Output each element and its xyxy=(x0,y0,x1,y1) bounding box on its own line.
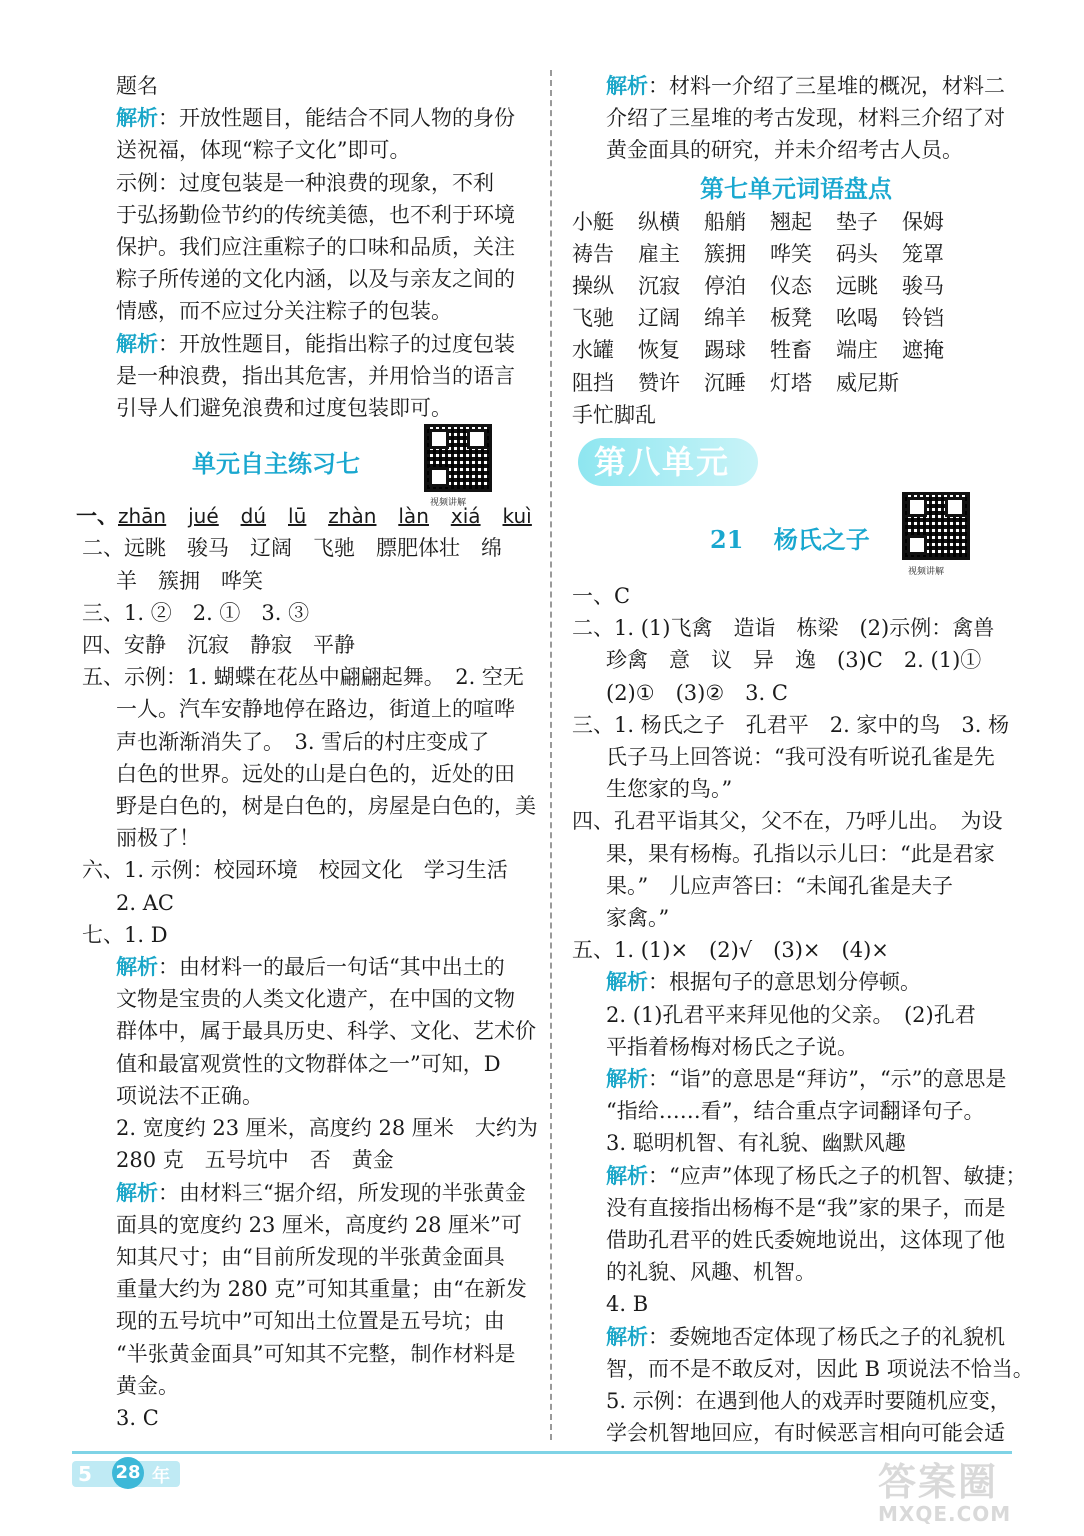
text-line xyxy=(572,773,1020,805)
text-line xyxy=(82,328,530,360)
line-text: 珍禽 意 议 异 逸 (3)C 2. (1)① xyxy=(606,648,982,673)
text-line xyxy=(572,741,1020,773)
text-line xyxy=(572,1385,1020,1417)
text-line xyxy=(82,1402,530,1434)
vocab-word: 船艄 xyxy=(704,209,746,234)
line-text: 黄金面具的研究，并未介绍考古人员。 xyxy=(606,138,963,163)
text-line xyxy=(82,532,530,564)
qr-caption: 视频讲解 xyxy=(430,498,467,509)
analysis-label: 解析 xyxy=(606,1163,648,1188)
unit-banner: 第八单元 xyxy=(578,438,758,486)
line-text: 3. 聪明机智、有礼貌、幽默风趣 xyxy=(606,1131,906,1156)
text-line xyxy=(82,70,530,102)
text-line xyxy=(82,629,530,661)
line-text: 氏子马上回答说：“我可没有听说孔雀是先 xyxy=(606,745,995,770)
lesson-title xyxy=(710,520,870,555)
text-line xyxy=(82,1177,530,1209)
analysis-label: 解析 xyxy=(116,106,158,131)
lesson-name: 杨氏之子 xyxy=(773,526,870,554)
vocab-word: 码头 xyxy=(836,241,878,266)
line-text: 文物是宝贵的人类文化遗产，在中国的文物 xyxy=(116,987,515,1012)
line-text: 是一种浪费，指出其危害，并用恰当的语言 xyxy=(116,363,515,388)
line-text: 生您家的鸟。” xyxy=(606,777,733,802)
text-line xyxy=(82,822,530,854)
vocab-word: 翘起 xyxy=(770,209,812,234)
vocab-word: 小艇 xyxy=(572,209,614,234)
vocab-word: 哗笑 xyxy=(770,241,812,266)
line-text: 4. B xyxy=(606,1292,649,1317)
line-text: “指给……看”，结合重点字词翻译句子。 xyxy=(606,1099,985,1124)
text-line xyxy=(82,597,530,629)
analysis-label: 解析 xyxy=(606,74,648,98)
text-line xyxy=(82,790,536,822)
text-line xyxy=(82,951,530,983)
line-text: 家禽。” xyxy=(606,906,670,931)
text-line xyxy=(82,231,530,263)
analysis-label: 解析 xyxy=(116,955,158,980)
watermark-text: 答案圈 xyxy=(878,1460,999,1504)
text-line xyxy=(572,1417,1020,1449)
line-text: 声也渐渐消失了。 3. 雪后的村庄变成了 xyxy=(116,729,490,754)
analysis-label: 解析 xyxy=(116,331,158,356)
text-line xyxy=(572,1031,1020,1063)
column-divider xyxy=(550,70,552,1440)
line-text: 六、1. 示例：校园环境 校园文化 学习生活 xyxy=(82,858,508,883)
text-line xyxy=(82,661,530,693)
section-title: 单元自主练习七 xyxy=(192,450,360,479)
text-line xyxy=(82,758,530,790)
left-bottom-lines xyxy=(82,532,538,1434)
line-text: 面具的宽度约 23 厘米，高度约 28 厘米”可 xyxy=(116,1212,522,1237)
line-text: 野是白色的，树是白色的，房屋是白色的，美 xyxy=(116,794,536,819)
text-line xyxy=(572,612,1020,644)
line-text: 二、1. (1)飞禽 造诣 栋梁 (2)示例：禽兽 xyxy=(572,616,995,641)
line-text: 没有直接指出杨梅不是“我”家的果子，而是 xyxy=(606,1195,1006,1220)
line-text: ：材料一介绍了三星堆的概况，材料二 xyxy=(648,74,1005,98)
line-text: 2. AC xyxy=(116,890,174,915)
left-top-lines xyxy=(82,70,530,424)
text-line xyxy=(82,854,530,886)
pinyin-item: lū xyxy=(288,504,307,529)
line-text: ：“诣”的意思是“拜访”，“示”的意思是 xyxy=(648,1067,1007,1092)
line-text: 果。” 儿应声答曰：“未闻孔雀是夫子 xyxy=(606,873,953,898)
line-text: 群体中，属于最具历史、科学、文化、艺术价 xyxy=(116,1019,536,1044)
watermark-url: MXQE.COM xyxy=(878,1502,1012,1526)
vocab-word: 纵横 xyxy=(638,209,680,234)
text-line xyxy=(82,1241,530,1273)
text-line xyxy=(82,1273,530,1305)
vocab-word: 沉寂 xyxy=(638,274,680,299)
line-text: 于弘扬勤俭节约的传统美德，也不利于环境 xyxy=(116,202,515,227)
text-line xyxy=(82,1080,530,1112)
vocab-word: 雇主 xyxy=(638,241,680,266)
text-line xyxy=(572,580,1020,612)
text-line xyxy=(572,102,1020,134)
text-line xyxy=(82,1209,530,1241)
vocab-word: 铃铛 xyxy=(902,306,944,331)
line-text: 四、安静 沉寂 静寂 平静 xyxy=(82,633,355,658)
pinyin-item: zhàn xyxy=(328,504,377,529)
vocab-word: 停泊 xyxy=(704,274,746,299)
text-line xyxy=(572,1256,1020,1288)
text-line xyxy=(572,1160,1027,1192)
text-line xyxy=(82,360,530,392)
line-text: 三、1. ② 2. ① 3. ③ xyxy=(82,600,310,625)
vocab-word: 仪态 xyxy=(770,274,812,299)
vocab-word: 祷告 xyxy=(572,241,614,266)
line-text: 介绍了三星堆的考古发现，材料三介绍了对 xyxy=(606,106,1005,131)
line-text: “半张黄金面具”可知其不完整，制作材料是 xyxy=(116,1341,516,1366)
line-text: 丽极了！ xyxy=(116,826,200,851)
section-header xyxy=(82,424,530,509)
vocab-word: 绵羊 xyxy=(704,306,746,331)
text-line xyxy=(82,1370,530,1402)
vocab-word: 飞驰 xyxy=(572,306,614,331)
vocab-grid xyxy=(572,206,1020,399)
text-line xyxy=(82,102,530,134)
line-text: 280 克 五号坑中 否 黄金 xyxy=(116,1148,394,1173)
pinyin-label: 一、 xyxy=(76,503,118,529)
text-line xyxy=(572,1127,1020,1159)
line-text: ：开放性题目，能指出粽子的过度包装 xyxy=(158,331,515,356)
line-text: ：开放性题目，能结合不同人物的身份 xyxy=(158,106,515,131)
page-number-badge xyxy=(72,1461,180,1487)
line-text: 题名 xyxy=(116,74,158,98)
text-line xyxy=(82,1144,530,1176)
text-line xyxy=(572,1321,1020,1353)
text-line xyxy=(572,644,1020,676)
text-line xyxy=(572,1353,1034,1385)
text-line xyxy=(82,263,530,295)
qr-code-icon[interactable] xyxy=(424,424,492,492)
text-line xyxy=(82,1015,536,1047)
line-text: ：委婉地否定体现了杨氏之子的礼貌机 xyxy=(648,1324,1005,1349)
line-text: 3. C xyxy=(116,1405,159,1430)
vocab-word: 笼罩 xyxy=(902,241,944,266)
vocab-word: 遮掩 xyxy=(902,338,944,363)
vocab-word: 阻挡 xyxy=(572,370,614,395)
line-text: 三、1. 杨氏之子 孔君平 2. 家中的鸟 3. 杨 xyxy=(572,712,1010,737)
line-text: 5. 示例：在遇到他人的戏弄时要随机应变， xyxy=(606,1389,1011,1414)
right-column xyxy=(572,70,1020,431)
text-line xyxy=(572,709,1020,741)
vocab-word: 沉睡 xyxy=(704,370,746,395)
text-line xyxy=(572,70,1020,102)
page-right-glyph: 年 xyxy=(152,1466,170,1487)
vocab-last: 手忙脚乱 xyxy=(572,402,656,427)
text-line xyxy=(82,392,530,424)
text-line xyxy=(82,167,530,199)
pinyin-item: làn xyxy=(398,504,429,529)
vocab-word: 踢球 xyxy=(704,338,746,363)
text-line xyxy=(572,1192,1020,1224)
line-text: 七、1. D xyxy=(82,922,168,947)
line-text: 引导人们避免浪费和过度包装即可。 xyxy=(116,396,452,421)
text-line xyxy=(572,805,1020,837)
qr-code-icon[interactable] xyxy=(902,492,970,560)
page-number: 28 xyxy=(112,1457,144,1489)
vocab-title: 第七单元词语盘点 xyxy=(700,174,892,203)
analysis-label: 解析 xyxy=(606,970,648,995)
text-line xyxy=(82,1112,538,1144)
vocab-word: 簇拥 xyxy=(704,241,746,266)
line-text: ：“应声”体现了杨氏之子的机智、敏捷； xyxy=(648,1163,1027,1188)
vocab-word: 威尼斯 xyxy=(836,370,899,395)
text-line xyxy=(82,919,530,951)
text-line xyxy=(82,693,530,725)
line-text: 项说法不正确。 xyxy=(116,1083,263,1108)
line-text: 2. 宽度约 23 厘米，高度约 28 厘米 大约为 xyxy=(116,1116,538,1141)
text-line xyxy=(82,565,530,597)
line-text: 示例：过度包装是一种浪费的现象，不利 xyxy=(116,170,494,195)
line-text: 五、示例：1. 蝴蝶在花丛中翩翩起舞。 2. 空无 xyxy=(82,665,524,690)
text-line xyxy=(82,199,530,231)
analysis-label: 解析 xyxy=(606,1324,648,1349)
vocab-word: 骏马 xyxy=(902,274,944,299)
text-line xyxy=(572,838,1020,870)
line-text: 情感，而不应过分关注粽子的包装。 xyxy=(116,299,452,324)
left-column xyxy=(76,70,538,1434)
vocab-word: 赞许 xyxy=(638,370,680,395)
text-line xyxy=(82,295,530,327)
line-text: 一人。汽车安静地停在路边，街道上的喧哗 xyxy=(116,697,515,722)
lesson-number: 21 xyxy=(710,525,744,554)
text-line xyxy=(572,1095,1020,1127)
text-line xyxy=(572,1288,1020,1320)
line-text: 五、1. (1)× (2)√ (3)× (4)× xyxy=(572,938,889,963)
line-text: 保护。我们应注重粽子的口味和品质，关注 xyxy=(116,235,515,260)
line-text: 粽子所传递的文化内涵，以及与亲友之间的 xyxy=(116,267,515,292)
text-line xyxy=(82,983,530,1015)
line-text: ：由材料一的最后一句话“其中出土的 xyxy=(158,955,505,980)
text-line xyxy=(82,1305,530,1337)
vocab-word: 牲畜 xyxy=(770,338,812,363)
line-text: 2. (1)孔君平来拜见他的父亲。 (2)孔君 xyxy=(606,1002,976,1027)
qr-caption: 视频讲解 xyxy=(908,567,945,577)
line-text: 果，果有杨梅。孔指以示儿曰：“此是君家 xyxy=(606,841,995,866)
analysis-label: 解析 xyxy=(116,1180,158,1205)
right-top-lines xyxy=(572,70,1020,167)
text-line xyxy=(572,1224,1020,1256)
vocab-word: 吆喝 xyxy=(836,306,878,331)
text-line xyxy=(82,726,530,758)
line-text: 学会机智地回应，有时候恶言相向可能会适 xyxy=(606,1421,1005,1446)
line-text: ：根据句子的意思划分停顿。 xyxy=(648,970,921,995)
vocab-word: 灯塔 xyxy=(770,370,812,395)
line-text: 现的五号坑中”可知出土位置是五号坑；由 xyxy=(116,1309,505,1334)
pinyin-item: zhān xyxy=(118,504,167,529)
line-text: 白色的世界。远处的山是白色的，近处的田 xyxy=(116,761,515,786)
line-text: 的礼貌、风趣、机智。 xyxy=(606,1260,816,1285)
text-line xyxy=(82,134,530,166)
page-left-glyph: 5 xyxy=(78,1462,92,1486)
text-line xyxy=(572,677,1020,709)
pinyin-item: kuì xyxy=(502,504,532,529)
pinyin-item: jué xyxy=(188,504,219,529)
text-line xyxy=(572,134,1020,166)
line-text: 智，而不是不敢反对，因此 B 项说法不恰当。 xyxy=(606,1356,1034,1381)
line-text: (2)① (3)② 3. C xyxy=(606,680,788,705)
vocab-word: 垫子 xyxy=(836,209,878,234)
line-text: 借助孔君平的姓氏委婉地说出，这体现了他 xyxy=(606,1228,1005,1253)
line-text: 送祝福，体现“粽子文化”即可。 xyxy=(116,138,411,163)
text-line xyxy=(82,887,530,919)
vocab-word: 保姆 xyxy=(902,209,944,234)
vocab-word: 板凳 xyxy=(770,306,812,331)
text-line xyxy=(82,1048,530,1080)
pinyin-item: dú xyxy=(240,504,267,529)
text-line xyxy=(572,999,1020,1031)
analysis-label: 解析 xyxy=(606,1067,648,1092)
pinyin-item: xiá xyxy=(450,504,481,529)
line-text: 黄金。 xyxy=(116,1373,179,1398)
line-text: ：由材料三“据介绍，所发现的半张黄金 xyxy=(158,1180,526,1205)
line-text: 羊 簇拥 哗笑 xyxy=(116,568,263,593)
text-line xyxy=(572,934,1020,966)
text-line xyxy=(82,1338,530,1370)
line-text: 一、C xyxy=(572,584,631,608)
right-bottom-lines xyxy=(572,580,1034,1449)
line-text: 平指着杨梅对杨氏之子说。 xyxy=(606,1034,858,1059)
footer-rule xyxy=(72,1451,1012,1454)
vocab-word: 远眺 xyxy=(836,274,878,299)
vocab-word: 水罐 xyxy=(572,338,614,363)
text-line xyxy=(572,902,1020,934)
line-text: 值和最富观赏性的文物群体之一”可知，D xyxy=(116,1051,501,1076)
vocab-word: 操纵 xyxy=(572,274,614,299)
text-line xyxy=(572,1063,1020,1095)
vocab-word: 辽阔 xyxy=(638,306,680,331)
line-text: 四、孔君平诣其父，父不在，乃呼儿出。 为设 xyxy=(572,809,1003,834)
vocab-word: 端庄 xyxy=(836,338,878,363)
text-line xyxy=(572,870,1020,902)
line-text: 重量大约为 280 克”可知其重量；由“在新发 xyxy=(116,1277,527,1302)
watermark xyxy=(878,1462,1028,1528)
text-line xyxy=(572,966,1020,998)
vocab-word: 恢复 xyxy=(638,338,680,363)
line-text: 知其尺寸；由“目前所发现的半张黄金面具 xyxy=(116,1244,505,1269)
line-text: 二、远眺 骏马 辽阔 飞驰 膘肥体壮 绵 xyxy=(82,536,502,561)
